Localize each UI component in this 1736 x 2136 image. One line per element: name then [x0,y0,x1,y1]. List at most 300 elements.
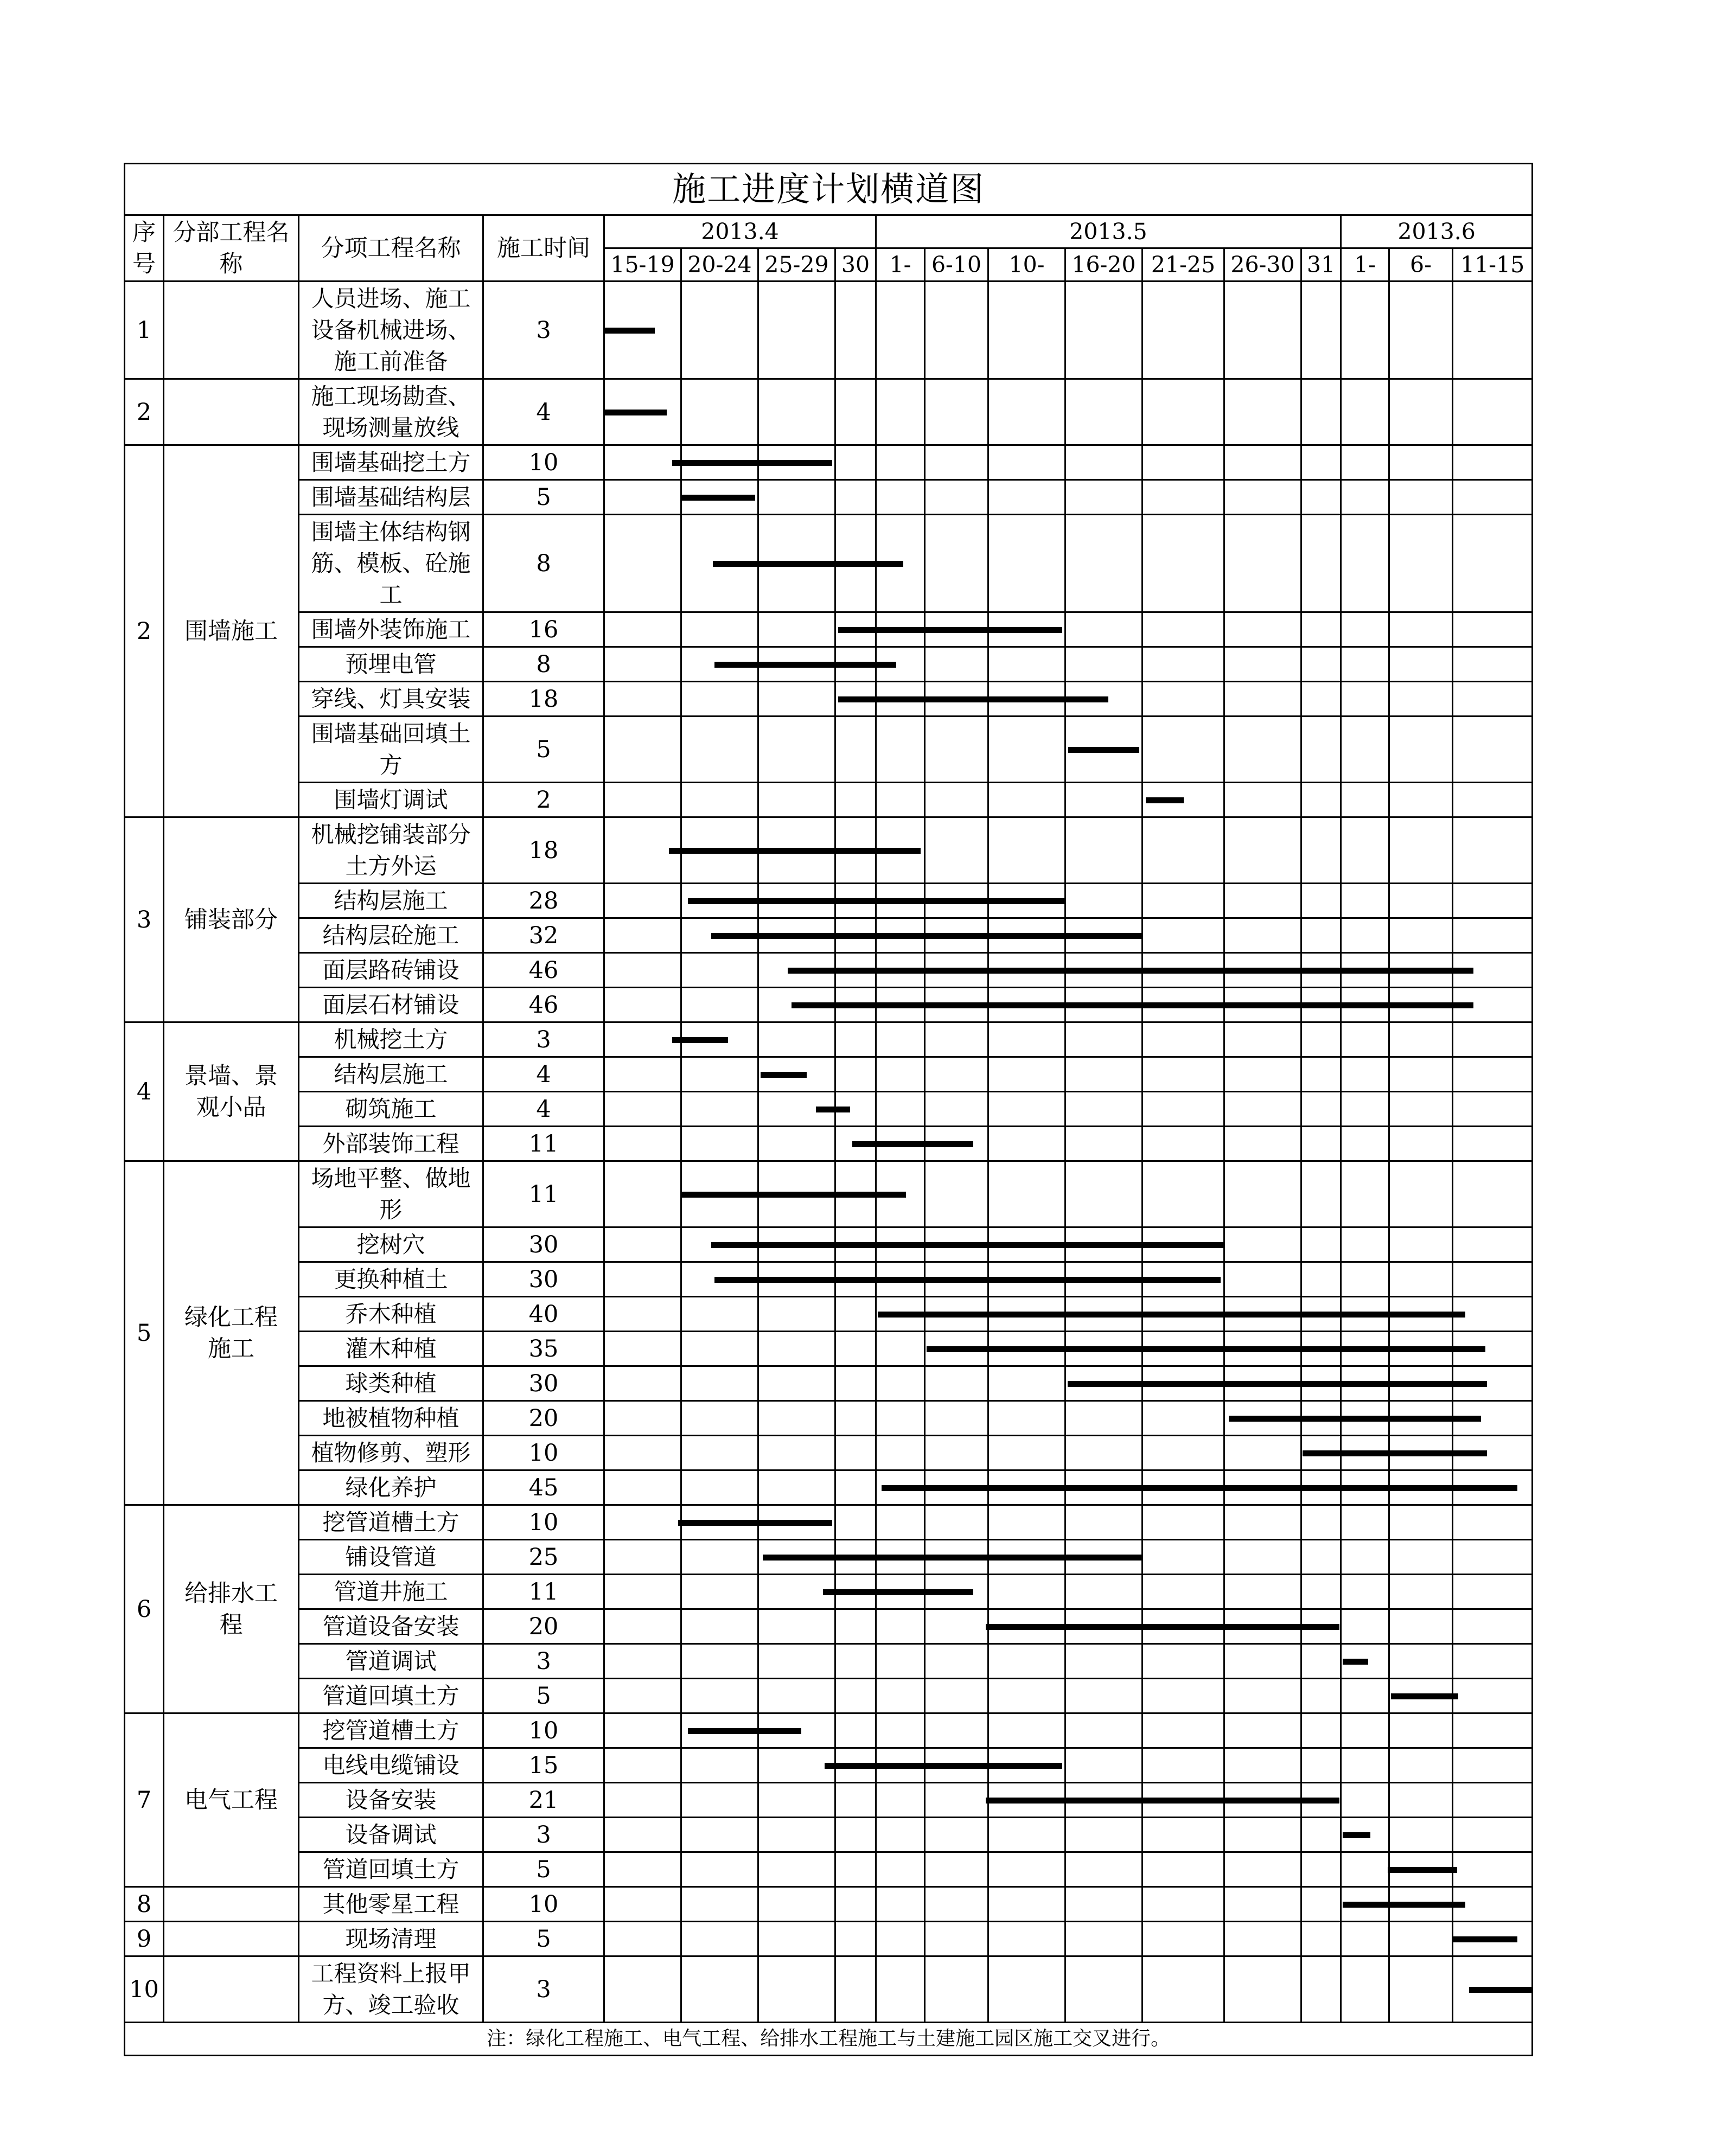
schedule-bar [1388,1867,1458,1873]
timeline-cell [1301,918,1341,953]
timeline-cell [835,1887,876,1922]
task-name: 施工现场勘查、现场测量放线 [299,379,483,445]
timeline-cell [1389,1092,1453,1127]
timeline-cell [876,717,925,783]
group-name: 绿化工程施工 [164,1161,299,1505]
timeline-cell [925,1956,988,2023]
timeline-cell [1389,1022,1453,1057]
task-duration: 45 [483,1470,604,1505]
schedule-bar [986,1798,1339,1804]
timeline-cell [681,1092,758,1127]
timeline-cell [681,1956,758,2023]
day-range-header: 21-25 [1143,248,1224,282]
timeline-cell [604,988,681,1022]
timeline-cell [1341,884,1389,918]
schedule-bar [1343,1832,1371,1838]
timeline-cell [925,783,988,817]
timeline-cell [1453,1713,1533,1748]
timeline-cell [1453,1227,1533,1262]
timeline-cell [1143,282,1224,379]
task-duration: 10 [483,445,604,480]
timeline-cell [988,1713,1065,1748]
task-name: 围墙外装饰施工 [299,612,483,647]
timeline-cell [876,1366,925,1401]
timeline-cell [1065,1092,1143,1127]
schedule-bar [713,561,904,567]
timeline-cell [988,1366,1065,1401]
timeline-cell [1301,1818,1341,1852]
timeline-cell [925,1436,988,1470]
timeline-cell [988,445,1065,480]
task-duration: 16 [483,612,604,647]
schedule-bar [672,1037,729,1043]
timeline-cell [835,1332,876,1366]
timeline-cell [1389,1956,1453,2023]
task-name: 穿线、灯具安装 [299,682,483,717]
timeline-cell [1341,480,1389,515]
timeline-cell [1224,1679,1301,1713]
timeline-cell [1301,1057,1341,1092]
timeline-cell [1301,445,1341,480]
schedule-bar [825,1763,1062,1769]
schedule-bar [672,460,832,466]
timeline-cell [1224,1852,1301,1887]
timeline-cell [1224,1887,1301,1922]
task-row [125,783,1533,817]
task-name: 预埋电管 [299,647,483,682]
timeline-cell [1065,1922,1143,1956]
day-range-header: 10- [988,248,1065,282]
timeline-cell [758,1748,835,1783]
task-duration: 11 [483,1575,604,1609]
timeline-cell [681,1366,758,1401]
header-duration: 施工时间 [483,215,604,282]
timeline-cell [681,1887,758,1922]
task-duration: 28 [483,884,604,918]
header-seq: 序号 [125,215,164,282]
timeline-cell [604,817,681,884]
timeline-cell [604,918,681,953]
timeline-cell [1389,1922,1453,1956]
task-name: 围墙基础挖土方 [299,445,483,480]
task-row [125,445,1533,480]
timeline-cell [681,783,758,817]
task-row [125,1852,1533,1887]
timeline-cell [925,515,988,612]
timeline-cell [1453,817,1533,884]
task-duration: 3 [483,1818,604,1852]
timeline-cell [604,1748,681,1783]
task-duration: 5 [483,717,604,783]
timeline-cell [1389,1748,1453,1783]
task-row [125,1470,1533,1505]
timeline-cell [925,1679,988,1713]
timeline-cell [604,612,681,647]
timeline-cell [1224,480,1301,515]
timeline-cell [1143,1644,1224,1679]
task-row [125,1540,1533,1575]
task-name: 灌木种植 [299,1332,483,1366]
timeline-cell [1065,1887,1143,1922]
timeline-cell [1143,1922,1224,1956]
task-duration: 8 [483,515,604,612]
timeline-cell [681,1332,758,1366]
timeline-cell [604,717,681,783]
task-name: 现场清理 [299,1922,483,1956]
timeline-cell [1301,1644,1341,1679]
timeline-cell [1389,817,1453,884]
day-range-header: 6-10 [925,248,988,282]
group-name [164,379,299,445]
timeline-cell [681,612,758,647]
timeline-cell [1453,445,1533,480]
timeline-cell [1389,1161,1453,1227]
timeline-cell [835,282,876,379]
schedule-bar [714,1277,1221,1283]
timeline-cell [1341,515,1389,612]
timeline-cell [988,817,1065,884]
timeline-cell [758,1887,835,1922]
timeline-cell [1341,1262,1389,1297]
timeline-cell [1341,1852,1389,1887]
timeline-cell [835,1922,876,1956]
timeline-cell [1341,1505,1389,1540]
timeline-cell [1341,717,1389,783]
schedule-bar [878,1312,1465,1318]
task-name: 围墙基础回填土方 [299,717,483,783]
task-row [125,1575,1533,1609]
timeline-cell [925,1783,988,1818]
task-duration: 10 [483,1713,604,1748]
timeline-cell [758,480,835,515]
task-duration: 4 [483,1057,604,1092]
timeline-cell [925,1505,988,1540]
timeline-cell [1065,1713,1143,1748]
task-row [125,515,1533,612]
task-name: 结构层施工 [299,884,483,918]
timeline-cell [1453,1679,1533,1713]
timeline-cell [604,282,681,379]
timeline-cell [1389,1575,1453,1609]
timeline-cell [1065,1161,1143,1227]
task-duration: 25 [483,1540,604,1575]
timeline-cell [1301,1505,1341,1540]
timeline-cell [1143,918,1224,953]
group-seq: 10 [125,1956,164,2023]
task-duration: 5 [483,1679,604,1713]
task-duration: 32 [483,918,604,953]
day-range-header: 26-30 [1224,248,1301,282]
timeline-cell [1341,282,1389,379]
timeline-cell [1143,1127,1224,1161]
timeline-cell [1389,647,1453,682]
schedule-bar [816,1107,850,1112]
timeline-cell [604,1332,681,1366]
task-name: 结构层施工 [299,1057,483,1092]
task-row [125,682,1533,717]
timeline-cell [876,445,925,480]
timeline-cell [1143,1887,1224,1922]
timeline-cell [681,1852,758,1887]
timeline-cell [758,717,835,783]
task-duration: 10 [483,1505,604,1540]
timeline-cell [1453,1127,1533,1161]
timeline-cell [1143,379,1224,445]
timeline-cell [925,1161,988,1227]
task-row [125,918,1533,953]
timeline-cell [925,480,988,515]
task-row [125,1366,1533,1401]
timeline-cell [758,1922,835,1956]
timeline-cell [681,682,758,717]
group-seq: 6 [125,1505,164,1713]
timeline-cell [1389,783,1453,817]
group-seq: 8 [125,1887,164,1922]
task-duration: 18 [483,817,604,884]
schedule-bar [605,328,655,334]
timeline-cell [1453,612,1533,647]
task-duration: 2 [483,783,604,817]
task-name: 挖管道槽土方 [299,1713,483,1748]
schedule-bar [761,1072,807,1078]
timeline-cell [681,1297,758,1332]
timeline-cell [758,1609,835,1644]
timeline-cell [758,1127,835,1161]
timeline-cell [604,1609,681,1644]
timeline-cell [1065,1679,1143,1713]
day-range-header: 16-20 [1065,248,1143,282]
timeline-cell [1065,612,1143,647]
task-row [125,1401,1533,1436]
timeline-cell [1389,480,1453,515]
timeline-cell [876,1057,925,1092]
timeline-cell [604,884,681,918]
timeline-cell [1341,1227,1389,1262]
task-duration: 11 [483,1161,604,1227]
timeline-cell [758,1332,835,1366]
timeline-cell [1389,282,1453,379]
timeline-cell [925,445,988,480]
timeline-cell [988,379,1065,445]
timeline-cell [835,1852,876,1887]
timeline-cell [876,783,925,817]
timeline-cell [604,1852,681,1887]
timeline-cell [758,1783,835,1818]
timeline-cell [988,480,1065,515]
timeline-cell [835,1057,876,1092]
task-row [125,1713,1533,1748]
timeline-cell [1224,1161,1301,1227]
timeline-cell [835,1436,876,1470]
timeline-cell [681,717,758,783]
timeline-cell [1143,717,1224,783]
timeline-cell [1224,1505,1301,1540]
timeline-cell [1301,1540,1341,1575]
group-name: 铺装部分 [164,817,299,1022]
timeline-cell [1301,515,1341,612]
day-range-header: 30 [835,248,876,282]
task-name: 绿化养护 [299,1470,483,1505]
task-duration: 20 [483,1401,604,1436]
schedule-bar [792,1002,1473,1008]
timeline-cell [1065,1748,1143,1783]
timeline-cell [1301,817,1341,884]
timeline-cell [1301,783,1341,817]
timeline-cell [1341,1575,1389,1609]
timeline-cell [988,1505,1065,1540]
timeline-cell [1453,647,1533,682]
task-duration: 10 [483,1436,604,1470]
group-seq: 2 [125,379,164,445]
timeline-cell [988,1922,1065,1956]
task-duration: 46 [483,953,604,988]
timeline-cell [1224,1436,1301,1470]
task-row [125,1262,1533,1297]
task-row [125,1092,1533,1127]
timeline-cell [1341,1057,1389,1092]
schedule-bar [1229,1416,1481,1422]
timeline-cell [1389,918,1453,953]
timeline-cell [604,515,681,612]
timeline-cell [835,1679,876,1713]
timeline-cell [988,515,1065,612]
group-name [164,1887,299,1922]
timeline-cell [1301,1161,1341,1227]
timeline-cell [876,282,925,379]
task-row [125,1783,1533,1818]
timeline-cell [1301,282,1341,379]
timeline-cell [681,379,758,445]
timeline-cell [1224,783,1301,817]
task-row [125,884,1533,918]
group-seq: 2 [125,445,164,817]
day-range-header: 31 [1301,248,1341,282]
timeline-cell [758,1644,835,1679]
task-row [125,1436,1533,1470]
timeline-cell [1065,1956,1143,2023]
timeline-cell [835,1713,876,1748]
timeline-cell [1224,682,1301,717]
group-name [164,282,299,379]
timeline-cell [1224,1057,1301,1092]
timeline-cell [604,1956,681,2023]
timeline-cell [1065,1436,1143,1470]
timeline-cell [1065,1644,1143,1679]
timeline-cell [1224,1092,1301,1127]
timeline-cell [835,1297,876,1332]
timeline-cell [1224,817,1301,884]
timeline-cell [604,1887,681,1922]
task-duration: 5 [483,1922,604,1956]
task-row [125,1818,1533,1852]
timeline-cell [925,1818,988,1852]
schedule-bar [711,933,1143,939]
timeline-cell [1143,647,1224,682]
timeline-cell [1341,1679,1389,1713]
timeline-cell [1389,1505,1453,1540]
timeline-cell [1453,1852,1533,1887]
task-duration: 20 [483,1609,604,1644]
timeline-cell [988,1436,1065,1470]
timeline-cell [925,817,988,884]
task-row [125,1057,1533,1092]
schedule-bar [763,1555,1143,1561]
task-row [125,282,1533,379]
timeline-cell [1453,1540,1533,1575]
timeline-cell [1065,515,1143,612]
timeline-cell [835,1401,876,1436]
timeline-cell [604,480,681,515]
timeline-cell [835,445,876,480]
timeline-cell [1389,445,1453,480]
task-duration: 3 [483,282,604,379]
timeline-cell [876,1887,925,1922]
timeline-cell [1301,1887,1341,1922]
timeline-cell [1065,647,1143,682]
timeline-cell [1341,1161,1389,1227]
schedule-bar [688,898,1066,904]
day-range-header: 1- [1341,248,1389,282]
note-row [125,2023,1533,2056]
task-name: 更换种植土 [299,1262,483,1297]
timeline-cell [925,282,988,379]
group-name: 电气工程 [164,1713,299,1887]
timeline-cell [1341,1748,1389,1783]
task-name: 其他零星工程 [299,1887,483,1922]
group-name: 围墙施工 [164,445,299,817]
timeline-cell [1065,282,1143,379]
schedule-bar [1068,1381,1487,1387]
timeline-cell [1143,445,1224,480]
timeline-cell [876,1092,925,1127]
timeline-cell [604,1366,681,1401]
task-duration: 5 [483,480,604,515]
timeline-cell [1341,1956,1389,2023]
timeline-cell [988,1887,1065,1922]
task-row [125,1127,1533,1161]
timeline-cell [1301,1713,1341,1748]
day-range-header: 25-29 [758,248,835,282]
task-duration: 3 [483,1644,604,1679]
timeline-cell [1453,1783,1533,1818]
task-name: 围墙基础结构层 [299,480,483,515]
timeline-cell [758,682,835,717]
timeline-cell [1143,1092,1224,1127]
task-row [125,1505,1533,1540]
timeline-cell [1224,1575,1301,1609]
timeline-cell [876,1679,925,1713]
timeline-cell [876,1401,925,1436]
task-duration: 30 [483,1366,604,1401]
timeline-cell [681,1470,758,1505]
timeline-cell [876,1783,925,1818]
task-name: 乔木种植 [299,1297,483,1332]
schedule-bar [1469,1987,1533,1993]
timeline-cell [1065,884,1143,918]
task-row [125,1887,1533,1922]
timeline-cell [1301,647,1341,682]
timeline-cell [925,379,988,445]
timeline-cell [604,1783,681,1818]
timeline-cell [1453,1092,1533,1127]
timeline-cell [604,783,681,817]
month-header: 2013.4 [604,215,876,248]
timeline-cell [1065,817,1143,884]
task-row [125,480,1533,515]
schedule-bar [1303,1450,1486,1456]
timeline-cell [681,1818,758,1852]
month-header: 2013.6 [1341,215,1533,248]
